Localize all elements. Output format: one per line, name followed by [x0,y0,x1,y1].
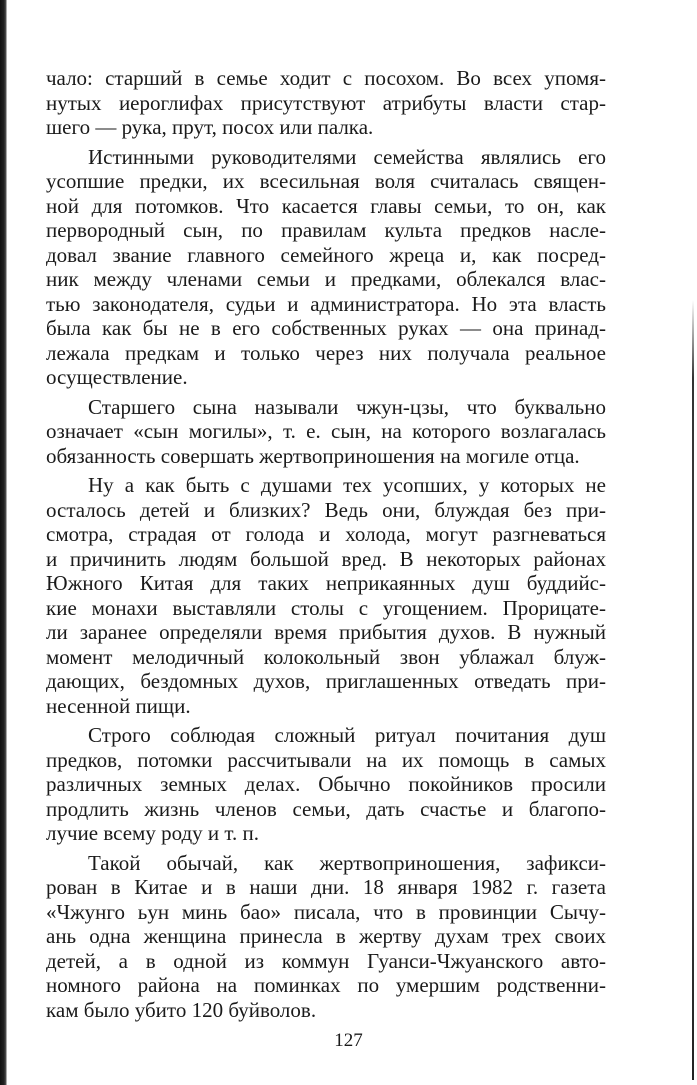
text-line: дающих, бездомных духов, приглашенных отведать при- [46,669,606,693]
text-line: и причинить людям большой вред. В некоторых районах [46,546,606,571]
text-line: Ну а как быть с душами тех усопших, у которых не [88,473,606,497]
paragraph [46,145,606,390]
paragraph [46,395,606,469]
text-line: различных земных делах. Обычно покойников просили [46,772,606,796]
text-line: обязанность совершать жертвоприношения на могиле отца. [46,443,580,468]
paragraph [46,851,606,1023]
text-line: лежала предкам и только через них получала реальное [46,340,606,365]
text-line: шего — рука, прут, посох или палка. [46,115,374,139]
text-line: осуществление. [46,365,188,389]
page-body [46,66,606,1027]
text-line: осталось детей и близких? Ведь они, блуждая без при- [46,497,606,522]
text-line: чало: старший в семье ходит с посохом. Во всех упомя- [46,66,606,90]
text-line: «Чжунго ьун минь бао» писала, что в провинции Сычу- [46,899,606,924]
text-line: была как бы не в его собственных руках — она принад- [46,316,606,340]
text-line: Такой обычай, как жертвоприношения, зафикси- [88,850,606,875]
text-line: первородный сын, по правилам культа предков наслe- [46,218,606,242]
text-line: смотра, страдая от голода и холода, могут разгневаться [46,522,606,546]
scan-right-edge [692,300,694,1080]
text-line: довал звание главного семейного жреца и, как посред- [46,242,606,267]
text-line: нутых иероглифах присутствуют атрибуты власти стар- [46,90,606,115]
text-line: несенной пищи. [46,693,191,718]
text-line: Южного Китая для таких неприкаянных душ буддийс- [46,571,606,595]
text-line: Старшего сына называли чжун-цзы, что буквально [88,394,606,419]
text-line: Строго соблюдая сложный ритуал почитания душ [88,723,606,747]
text-line: момент мелодичный колокольный звон ублажал блуж- [46,644,606,669]
text-line: лучие всему роду и т. п. [46,821,259,845]
scan-binding-edge [0,0,7,1085]
text-line: детей, а в одной из коммун Гуанси-Чжуанского авто- [46,948,606,973]
text-line: Истинными руководителями семейства являлись его [88,144,606,169]
paragraph [46,66,606,140]
text-line: ань одна женщина принесла в жертву духам трех своих [46,924,606,948]
text-line: ник между членами семьи и предками, облекался влас- [46,267,606,291]
text-line: ли заранее определяли время прибытия духов. В нужный [46,620,606,644]
paragraph [46,723,606,846]
text-line: ной для потомков. Что касается главы семьи, то он, как [46,193,606,218]
text-line: номного района на поминках по умершим родственни- [46,973,606,997]
page-number: 127 [334,1030,363,1051]
text-line: рован в Китае и в наши дни. 18 января 1982 г. газета [46,875,606,899]
text-line: усопшие предки, их всесильная воля считалась священ- [46,169,606,193]
text-line: продлить жизнь членов семьи, дать счастье и благопо- [46,796,606,821]
text-line: тью законодателя, судьи и администратора. Но эта власть [46,291,606,316]
text-line: кие монахи выставляли столы с угощением. Прорицате- [46,595,606,620]
paragraph [46,473,606,718]
text-line: предков, потомки рассчитывали на их помощь в самых [46,747,606,772]
text-line: кам было убито 120 буйволов. [46,997,317,1022]
text-line: означает «сын могилы», т. е. сын, на которого возлагалась [46,419,606,443]
